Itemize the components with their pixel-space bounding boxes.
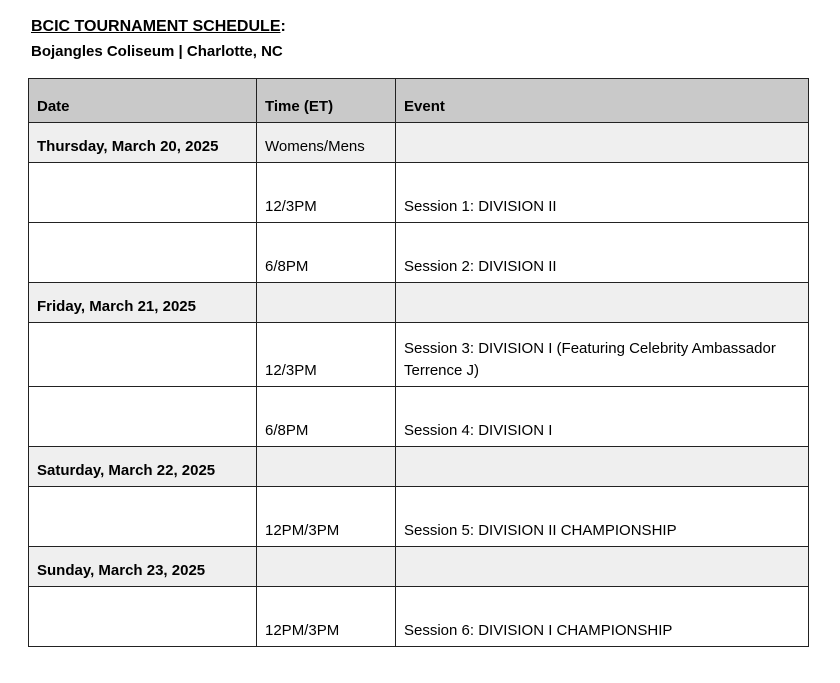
time-cell: 12/3PM — [257, 163, 396, 223]
session-row-2 — [29, 223, 809, 283]
column-header-time: Time (ET) — [257, 79, 396, 123]
event-cell — [396, 123, 809, 163]
event-cell: Session 4: DIVISION I — [396, 387, 809, 447]
session-row-3 — [29, 323, 809, 387]
time-cell — [257, 447, 396, 487]
date-cell — [29, 223, 257, 283]
event-cell: Session 3: DIVISION I (Featuring Celebrity Ambassador Terrence J) — [396, 323, 809, 387]
session-row-5 — [29, 487, 809, 547]
event-cell: Session 2: DIVISION II — [396, 223, 809, 283]
column-header-event: Event — [396, 79, 809, 123]
time-cell: Womens/Mens — [257, 123, 396, 163]
time-cell — [257, 547, 396, 587]
date-cell — [29, 163, 257, 223]
date-cell — [29, 323, 257, 387]
venue-subtitle: Bojangles Coliseum | Charlotte, NC — [31, 43, 283, 60]
session-row-1 — [29, 163, 809, 223]
day-row-thursday — [29, 123, 809, 163]
event-cell: Session 6: DIVISION I CHAMPIONSHIP — [396, 587, 809, 647]
time-cell — [257, 283, 396, 323]
time-cell: 12/3PM — [257, 323, 396, 387]
schedule-table — [28, 78, 809, 647]
date-cell — [29, 487, 257, 547]
date-cell — [29, 587, 257, 647]
event-cell — [396, 447, 809, 487]
date-cell: Sunday, March 23, 2025 — [29, 547, 257, 587]
date-cell: Thursday, March 20, 2025 — [29, 123, 257, 163]
date-cell: Saturday, March 22, 2025 — [29, 447, 257, 487]
day-row-friday — [29, 283, 809, 323]
day-row-saturday — [29, 447, 809, 487]
time-cell: 12PM/3PM — [257, 587, 396, 647]
event-cell — [396, 283, 809, 323]
column-header-date: Date — [29, 79, 257, 123]
event-cell: Session 5: DIVISION II CHAMPIONSHIP — [396, 487, 809, 547]
time-cell: 12PM/3PM — [257, 487, 396, 547]
session-row-6 — [29, 587, 809, 647]
page-title-colon: : — [280, 18, 286, 35]
page-title-text: BCIC TOURNAMENT SCHEDULE — [31, 18, 281, 35]
time-cell: 6/8PM — [257, 223, 396, 283]
event-cell — [396, 547, 809, 587]
date-cell — [29, 387, 257, 447]
page-title — [31, 18, 286, 36]
session-row-4 — [29, 387, 809, 447]
day-row-sunday — [29, 547, 809, 587]
date-cell: Friday, March 21, 2025 — [29, 283, 257, 323]
event-cell: Session 1: DIVISION II — [396, 163, 809, 223]
table-header-row — [29, 79, 809, 123]
time-cell: 6/8PM — [257, 387, 396, 447]
